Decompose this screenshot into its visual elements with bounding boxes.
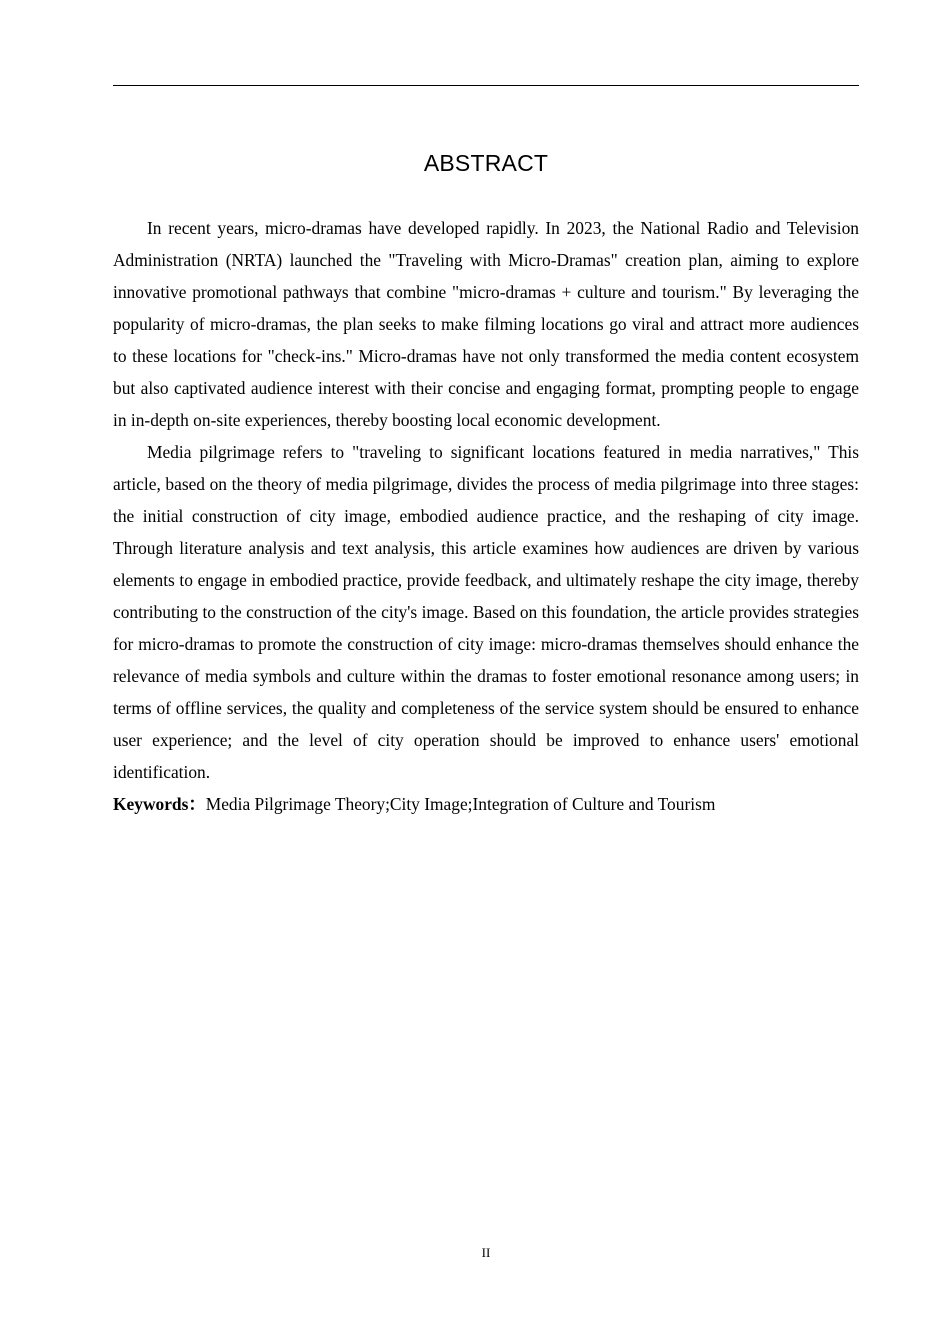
keywords-line: [113, 788, 859, 820]
header-rule: [113, 85, 859, 86]
abstract-paragraph-2: Media pilgrimage refers to "traveling to significant locations featured in media narratives," This article, based on the theory of media pilgrimage, divides the process of media pilgrimage into three stages: the initial construction of city image, embodied audience practice, and the reshaping of city image. Through literature analysis and text analysis, this article examines how audiences are driven by various elements to engage in embodied practice, provide feedback, and ultimately reshape the city image, thereby contributing to the construction of the city's image. Based on this foundation, the article provides strategies for micro-dramas to promote the construction of city image: micro-dramas themselves should enhance the relevance of media symbols and culture within the dramas to foster emotional resonance among users; in terms of offline services, the quality and completeness of the service system should be ensured to enhance user experience; and the level of city operation should be improved to enhance users' emotional identification.: [113, 442, 859, 782]
keywords-label: Keywords：: [113, 794, 206, 814]
abstract-body: [113, 212, 859, 820]
abstract-title: ABSTRACT: [423, 150, 549, 176]
page-number: II: [481, 1245, 491, 1260]
abstract-paragraph-1: In recent years, micro-dramas have developed rapidly. In 2023, the National Radio and Television Administration (NRTA) launched the "Traveling with Micro-Dramas" creation plan, aiming to explore innovative promotional pathways that combine "micro-dramas + culture and tourism." By leveraging the popularity of micro-dramas, the plan seeks to make filming locations go viral and attract more audiences to these locations for "check-ins." Micro-dramas have not only transformed the media content ecosystem but also captivated audience interest with their concise and engaging format, prompting people to engage in in-depth on-site experiences, thereby boosting local economic development.: [113, 218, 859, 430]
keywords-text: Media Pilgrimage Theory;City Image;Integration of Culture and Tourism: [205, 794, 716, 814]
